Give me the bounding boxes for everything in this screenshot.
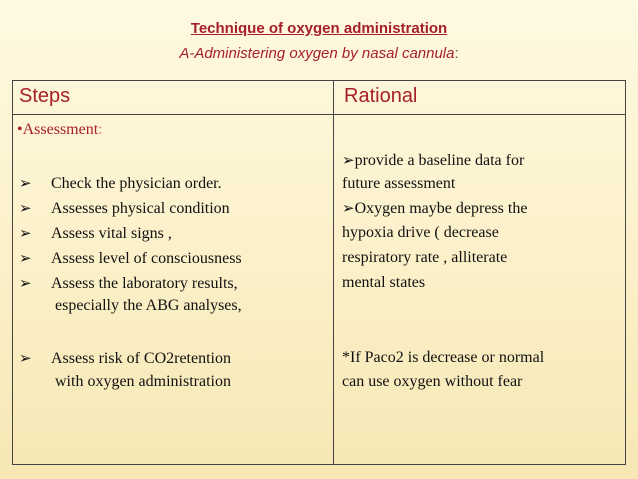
slide-subtitle [0,45,638,62]
assessment-heading [17,121,103,139]
step-text: Assess level of consciousness [51,250,242,267]
assessment-bullet: • [17,121,23,138]
step-text: Assesses physical condition [51,200,230,217]
arrow-bullet-icon: ➢ [19,226,32,242]
step-text: Assess the laboratory results, [51,275,238,292]
table-header-row [13,81,625,115]
step-text: Assess vital signs , [51,225,172,242]
arrow-bullet-icon: ➢ [19,251,32,267]
rational-item [342,151,524,170]
step-continuation: with oxygen administration [55,373,231,390]
rational-continuation: mental states [342,274,426,291]
step-text: Assess risk of CO2retention [51,350,231,367]
subtitle-colon: : [454,45,459,62]
step-item [19,349,231,368]
arrow-bullet-icon: ➢ [342,153,355,169]
rational-continuation: future assessment [342,175,456,192]
arrow-bullet-icon: ➢ [19,201,32,217]
step-item [19,174,222,193]
header-steps: Steps [19,85,71,107]
step-item [19,249,242,268]
column-divider [333,81,334,464]
step-text: Check the physician order. [51,175,222,192]
rational-continuation: hypoxia drive ( decrease [342,224,499,241]
rational-note: *If Paco2 is decrease or normal [342,349,545,366]
assessment-colon: : [98,121,103,138]
assessment-label: Assessment [22,121,99,138]
rational-text: provide a baseline data for [354,152,525,169]
rational-item [342,199,527,218]
arrow-bullet-icon: ➢ [19,276,32,292]
rational-text: Oxygen maybe depress the [354,200,528,217]
slide-title: Technique of oxygen administration [190,20,448,37]
rational-continuation: respiratory rate , alliterate [342,249,508,266]
subtitle-text: A-Administering oxygen by nasal cannula [179,45,455,62]
header-rational: Rational [344,85,418,107]
step-item [19,274,238,293]
steps-rational-table [12,80,626,465]
arrow-bullet-icon: ➢ [19,351,32,367]
arrow-bullet-icon: ➢ [342,201,355,217]
step-continuation: especially the ABG analyses, [55,297,242,314]
step-item [19,199,230,218]
rational-note: can use oxygen without fear [342,373,523,390]
step-item [19,224,172,243]
arrow-bullet-icon: ➢ [19,176,32,192]
